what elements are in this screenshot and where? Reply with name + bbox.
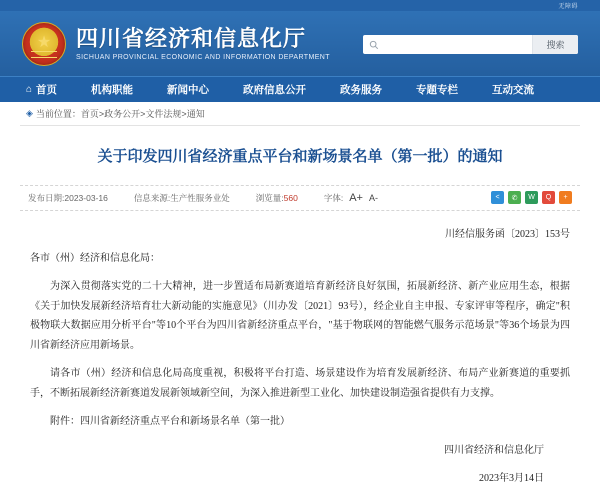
views-value: 560 (283, 192, 298, 203)
breadcrumb-text[interactable]: 当前位置：首页>政务公开>文件法规>通知 (35, 109, 205, 119)
publish-date (28, 192, 108, 204)
qzone-icon[interactable]: Q (542, 191, 555, 204)
publish-date-label: 发布日期: (28, 192, 65, 203)
attachment-line[interactable]: 附件：四川省新经济重点平台和新场景名单（第一批） (50, 416, 290, 427)
home-icon: ⌂ (26, 83, 33, 95)
page-title: 关于印发四川省经济重点平台和新场景名单（第一批）的通知 (97, 149, 503, 165)
publish-date-value: 2023-03-16 (64, 192, 108, 203)
site-header (0, 11, 600, 76)
font-increase-button[interactable]: A+ (349, 191, 363, 204)
site-title-cn: 四川省经济和信息化厅 (76, 25, 307, 51)
nav-item-interaction[interactable] (492, 82, 534, 97)
nav-item-gov-info[interactable] (243, 82, 306, 97)
nav-item-gov-service[interactable] (340, 82, 382, 97)
body-paragraph-1: 为深入贯彻落实党的二十大精神，进一步置适布局新赛道培育新经济良好氛围，拓展新经济、新产业应用生态，根据《关于加快发展新经济培育壮大新动能的实施意见》（川办发〔2021〕93号），经企业自主申报、专家评审等程序，确定"积极物联大数据应用分析平台"等10个平台为四川省新经济重点平台，"基于物联网的智能燃气服务示范场景"等36个场景为四川省新经济应用新场景。 (30, 281, 570, 351)
font-size-label: 字体: (323, 192, 344, 203)
share-icon[interactable]: < (491, 191, 504, 204)
nav-item-label: 新闻中心 (167, 84, 210, 96)
nav-item-topics[interactable] (416, 82, 458, 97)
search-bar (363, 35, 578, 54)
share-group (491, 191, 572, 204)
document-body (20, 249, 580, 489)
views-label: 浏览量: (255, 192, 284, 203)
weibo-icon[interactable]: W (525, 191, 538, 204)
source (134, 192, 230, 204)
top-utility-bar (0, 0, 600, 11)
nav-item-label: 首页 (36, 84, 58, 96)
source-label: 信息来源: (133, 192, 171, 203)
content-area (20, 102, 580, 489)
nav-item-label: 政府信息公开 (243, 84, 307, 96)
main-nav (0, 76, 600, 102)
search-input[interactable] (385, 35, 532, 54)
nav-item-functions[interactable] (91, 82, 133, 97)
nav-item-label: 政务服务 (340, 84, 383, 96)
signature-date: 2023年3月14日 (479, 473, 544, 484)
view-count (256, 192, 298, 204)
signature: 四川省经济和信息化厅 (444, 444, 544, 456)
breadcrumb (20, 102, 580, 126)
nav-item-news[interactable] (167, 82, 209, 97)
national-emblem-icon (22, 22, 66, 66)
accessibility-link[interactable]: 无障碍 (558, 4, 578, 10)
nav-item-label: 专题专栏 (416, 84, 459, 96)
source-value: 生产性服务业处 (170, 192, 230, 203)
wechat-icon[interactable]: ✆ (508, 191, 521, 204)
more-icon[interactable]: + (559, 191, 572, 204)
font-size-control (324, 192, 378, 204)
location-icon: ◈ (26, 108, 33, 118)
font-decrease-button[interactable]: A- (368, 192, 378, 203)
nav-item-label: 互动交流 (492, 84, 535, 96)
search-icon (363, 40, 385, 50)
site-title-block (76, 26, 330, 61)
document-number: 川经信服务函〔2023〕153号 (445, 228, 570, 240)
site-title-en: SICHUAN PROVINCIAL ECONOMIC AND INFORMATION DEPARTMENT (76, 54, 330, 62)
nav-item-home[interactable] (26, 82, 57, 97)
search-button[interactable]: 搜索 (532, 35, 578, 54)
body-paragraph-2: 请各市（州）经济和信息化局高度重视，积极将平台打造、场景建设作为培育发展新经济、布局产业新赛道的重要抓手，不断拓展新经济新赛道发展新领域新空间，为深入推进新型工业化、加快建设制造强省提供有力支撑。 (30, 368, 570, 399)
document-meta-bar (20, 185, 580, 211)
salutation: 各市（州）经济和信息化局： (30, 252, 160, 264)
nav-item-label: 机构职能 (91, 84, 134, 96)
